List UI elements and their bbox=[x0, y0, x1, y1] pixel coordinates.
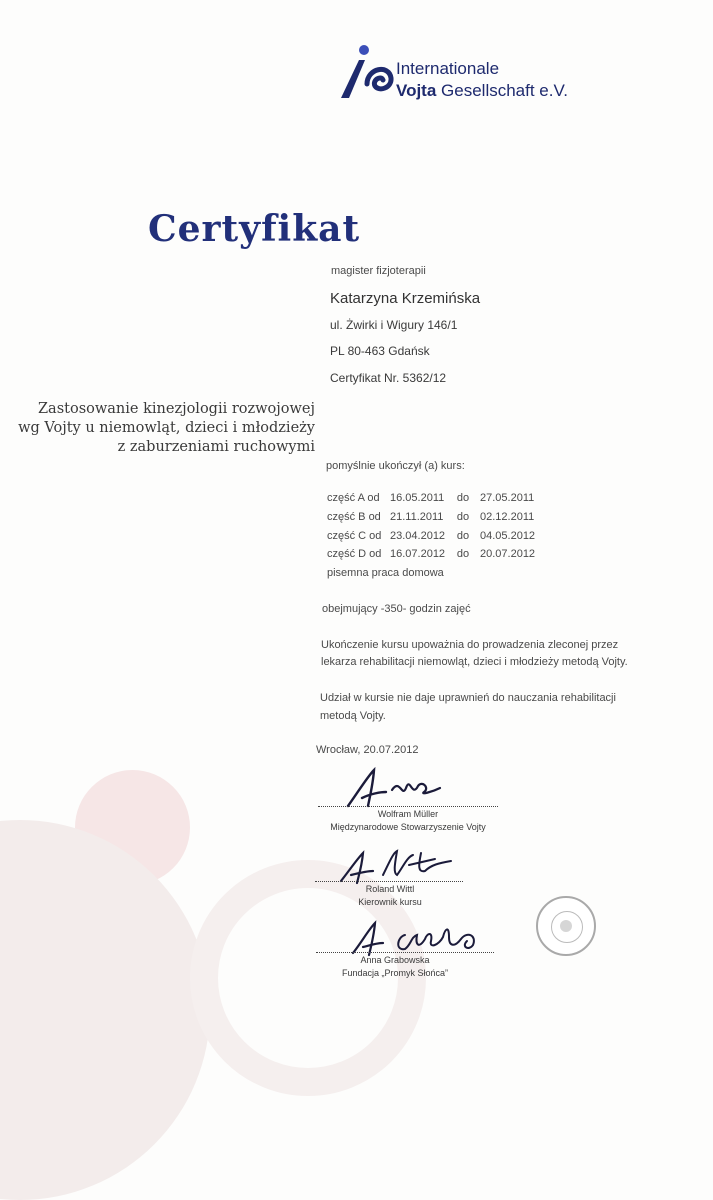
course-title-line: Zastosowanie kinezjologii rozwojowej bbox=[37, 401, 315, 417]
part-from: 16.07.2012 bbox=[390, 548, 446, 560]
recipient-degree: magister fizjoterapii bbox=[331, 265, 426, 277]
watermark-circle-large bbox=[0, 820, 210, 1200]
page-title: Certyfikat bbox=[148, 208, 361, 250]
hours-line: obejmujący -350- godzin zajęć bbox=[322, 603, 471, 615]
signature-3-image bbox=[345, 915, 495, 960]
sun-icon bbox=[560, 920, 572, 932]
part-to: 27.05.2011 bbox=[480, 492, 535, 504]
course-part-row bbox=[327, 548, 550, 560]
part-to-word: do bbox=[456, 492, 470, 504]
course-title bbox=[15, 400, 315, 457]
part-label: część C od bbox=[327, 530, 382, 542]
signatory-3-name: Anna Grabowska bbox=[360, 955, 430, 965]
course-title-line: z zaburzeniami ruchowymi bbox=[117, 439, 315, 455]
part-to-word: do bbox=[456, 511, 470, 523]
signature-line-1 bbox=[318, 806, 498, 807]
recipient-name: Katarzyna Krzemińska bbox=[330, 290, 481, 307]
part-to: 04.05.2012 bbox=[480, 530, 536, 542]
part-from: 23.04.2012 bbox=[390, 530, 446, 542]
recipient-street: ul. Żwirki i Wigury 146/1 bbox=[330, 318, 458, 332]
signatory-2-name: Roland Wittl bbox=[365, 884, 415, 894]
signatory-1-role: Międzynarodowe Stowarzyszenie Vojty bbox=[330, 822, 486, 832]
recipient-city: PL 80-463 Gdańsk bbox=[330, 344, 430, 358]
authorization-line: lekarza rehabilitacji niemowląt, dzieci i młodzieży metodą Vojty. bbox=[321, 656, 628, 668]
part-to-word: do bbox=[456, 530, 470, 542]
part-label: część B od bbox=[327, 511, 381, 523]
part-to-word: do bbox=[456, 548, 470, 560]
authorization-line: Ukończenie kursu upoważnia do prowadzenia zleconej przez bbox=[321, 639, 619, 651]
course-part-row bbox=[327, 492, 550, 504]
org-name-bold: Vojta bbox=[396, 81, 437, 100]
signature-line-2 bbox=[315, 881, 463, 882]
signature-line-3 bbox=[316, 952, 494, 953]
part-from: 21.11.2011 bbox=[390, 511, 444, 523]
part-to: 02.12.2011 bbox=[480, 511, 535, 523]
part-to: 20.07.2012 bbox=[480, 548, 536, 560]
course-part-row bbox=[327, 511, 550, 523]
part-label: część D od bbox=[327, 548, 382, 560]
signatory-1-name: Wolfram Müller bbox=[377, 809, 439, 819]
signatory-3-role: Fundacja „Promyk Słońca” bbox=[341, 968, 449, 978]
no-teaching-line: metodą Vojty. bbox=[320, 710, 386, 722]
org-name-line2 bbox=[396, 81, 568, 101]
signatory-2-role: Kierownik kursu bbox=[358, 897, 422, 907]
signature-1-image bbox=[340, 762, 450, 812]
course-part-row bbox=[327, 530, 550, 542]
no-teaching-line: Udział w kursie nie daje uprawnień do nauczania rehabilitacji bbox=[320, 692, 616, 704]
certificate-number: Certyfikat Nr. 5362/12 bbox=[330, 371, 447, 385]
part-label: część A od bbox=[327, 492, 380, 504]
completed-label: pomyślnie ukończył (a) kurs: bbox=[326, 460, 465, 472]
foundation-stamp bbox=[536, 896, 596, 956]
watermark-circle-right bbox=[190, 860, 426, 1096]
course-title-line: wg Vojty u niemowląt, dzieci i młodzieży bbox=[18, 420, 315, 436]
place-date: Wrocław, 20.07.2012 bbox=[316, 744, 419, 756]
homework-line: pisemna praca domowa bbox=[327, 567, 444, 579]
org-name-line1: Internationale bbox=[396, 59, 500, 78]
part-from: 16.05.2011 bbox=[390, 492, 445, 504]
org-name-rest: Gesellschaft e.V. bbox=[436, 81, 568, 100]
